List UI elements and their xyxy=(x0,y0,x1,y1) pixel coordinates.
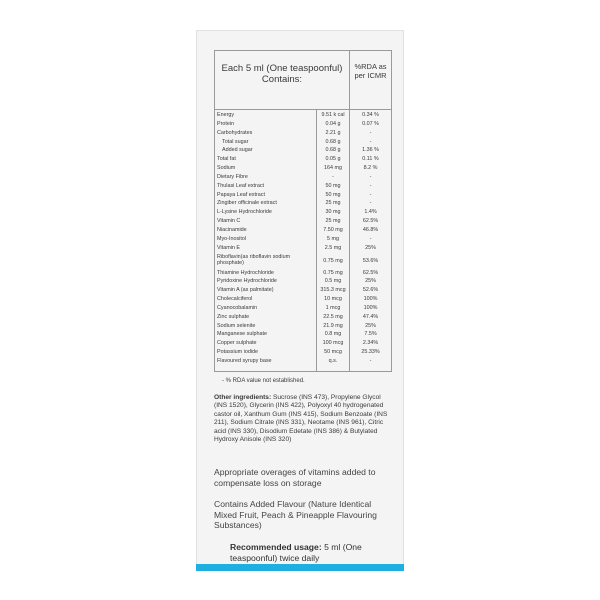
nutrient-rda: 25% xyxy=(365,322,376,329)
nutrient-rda: 7.5% xyxy=(364,331,377,338)
nutrient-amount: 50 mg xyxy=(325,182,341,189)
table-row xyxy=(215,330,391,339)
nutrient-name: Total sugar xyxy=(222,138,249,145)
nutrient-rda: - xyxy=(369,200,372,207)
nutrient-rda: 53.6% xyxy=(362,257,379,264)
nutrient-name: Cholecalciferol xyxy=(217,296,253,303)
table-row xyxy=(215,120,391,129)
nutrient-rda: - xyxy=(369,138,372,145)
nutrient-amount: 315.3 mcg xyxy=(320,287,346,294)
nutrient-amount: 22.5 mg xyxy=(323,313,343,320)
nutrient-name: Vitamin A (as palmitate) xyxy=(217,287,274,294)
nutrient-amount: 9.51 k cal xyxy=(321,112,345,118)
table-row xyxy=(215,226,391,235)
table-rows xyxy=(215,111,391,366)
nutrient-rda: 62.5% xyxy=(362,218,379,225)
table-row xyxy=(215,173,391,182)
nutrient-rda: 62.5% xyxy=(362,269,379,276)
nutrient-rda: 100% xyxy=(363,304,378,311)
table-row xyxy=(215,199,391,208)
nutrient-amount: 25 mg xyxy=(325,218,341,225)
nutrient-rda: - xyxy=(369,173,372,180)
nutrient-name: Carbohydrates xyxy=(217,129,253,136)
table-row xyxy=(215,269,391,278)
nutrient-name: Zingiber officinale extract xyxy=(217,200,277,207)
table-row xyxy=(215,208,391,217)
table-row xyxy=(215,244,391,253)
rda-note: - % RDA value not established. xyxy=(222,378,305,384)
nutrient-amount: - xyxy=(332,173,334,180)
nutrient-amount: 2.5 mg xyxy=(324,244,342,251)
usage-label: Recommended usage: xyxy=(230,542,322,552)
nutrition-table xyxy=(214,50,392,372)
table-row xyxy=(215,155,391,164)
nutrient-rda: 25% xyxy=(365,278,376,285)
nutrient-name: Added sugar xyxy=(222,147,253,154)
nutrient-rda: 1.4% xyxy=(364,209,377,216)
nutrient-rda: - xyxy=(369,129,372,136)
table-row xyxy=(215,111,391,120)
nutrient-name: Thiamine Hydrochloride xyxy=(217,269,274,276)
table-row xyxy=(215,191,391,200)
ingredients-text: Sucrose (INS 473), Propylene Glycol (INS 1520), Glycerin (INS 422), Polyoxyl 40 hydrogenated castor oil, Xanthum Gum (INS 415), Sodium Benzoate (INS 211), Sodium Citrate (INS 331), Neotame (INS 961), Citric acid (INS 330), Disodium Edetate (INS 386) & Butylated Hydroxy Anisole (INS 320) xyxy=(214,394,388,444)
nutrient-rda: 47.4% xyxy=(362,313,379,320)
nutrient-rda: 0.11 % xyxy=(362,156,379,163)
nutrient-amount: q.s. xyxy=(328,357,338,364)
nutrient-amount: 5 mg xyxy=(327,235,339,242)
nutrient-amount: 0.5 mg xyxy=(324,278,342,285)
nutrient-amount: 0.04 g xyxy=(325,120,341,127)
table-row xyxy=(215,164,391,173)
nutrient-amount: 2.21 g xyxy=(325,129,341,136)
nutrient-amount: 0.75 mg xyxy=(323,257,343,264)
table-header xyxy=(215,51,391,110)
nutrient-amount: 1 mcg xyxy=(325,304,341,311)
table-row xyxy=(215,129,391,138)
nutrient-name: Protein xyxy=(217,120,235,127)
nutrient-rda: - xyxy=(369,235,372,242)
nutrient-amount: 21.9 mg xyxy=(323,322,343,329)
nutrient-name: Zinc sulphate xyxy=(217,313,250,320)
nutrient-name: Vitamin C xyxy=(217,218,241,225)
table-row xyxy=(215,313,391,322)
table-row xyxy=(215,277,391,286)
nutrient-name: Potassium iodide xyxy=(217,349,259,356)
nutrient-amount: 0.8 mg xyxy=(324,331,342,338)
serving-header-line2: Contains: xyxy=(261,74,303,85)
rda-header-line2: per ICMR xyxy=(354,71,387,80)
table-row xyxy=(215,357,391,366)
nutrient-name: Manganese sulphate xyxy=(217,331,268,338)
nutrient-name: Total fat xyxy=(217,156,236,163)
nutrient-amount: 30 mg xyxy=(325,209,341,216)
nutrient-amount: 164 mg xyxy=(324,165,342,172)
table-row xyxy=(215,182,391,191)
nutrient-amount: 10 mcg xyxy=(324,296,342,303)
serving-header-line1: Each 5 ml (One teaspoonful) xyxy=(221,63,343,74)
nutrient-amount: 50 mg xyxy=(325,191,341,198)
nutrient-rda: 100% xyxy=(363,296,378,303)
table-row xyxy=(215,339,391,348)
nutrient-name: Vitamin E xyxy=(217,244,240,251)
nutrient-name: Pyridoxine Hydrochloride xyxy=(217,278,277,285)
blue-stripe xyxy=(196,564,404,571)
table-row xyxy=(215,217,391,226)
nutrient-rda: - xyxy=(369,191,372,198)
ingredients-label: Other ingredients: xyxy=(214,394,272,401)
table-row xyxy=(215,146,391,155)
nutrient-amount: 0.75 mg xyxy=(323,269,343,276)
table-row xyxy=(215,322,391,331)
nutrient-name: Sodium xyxy=(217,165,236,172)
nutrient-amount: 7.50 mg xyxy=(323,226,343,233)
rda-header-line1: %RDA as xyxy=(354,62,387,71)
serving-header xyxy=(215,51,349,109)
table-row xyxy=(215,304,391,313)
flavour-text: Contains Added Flavour (Nature Identical Mixed Fruit, Peach & Pineapple Flavouring Substances) xyxy=(214,499,377,530)
table-row xyxy=(215,295,391,304)
table-row xyxy=(215,286,391,295)
nutrient-name: Copper sulphate xyxy=(217,340,257,347)
nutrient-name: Niacinamide xyxy=(217,226,247,233)
nutrient-amount: 50 mcg xyxy=(324,349,342,356)
nutrient-rda: 46.8% xyxy=(362,226,379,233)
nutrient-name: Thulasi Leaf extract xyxy=(217,182,265,189)
table-row xyxy=(215,348,391,357)
rda-header xyxy=(349,51,391,109)
product-box xyxy=(196,30,404,570)
nutrient-name: Energy xyxy=(217,112,235,118)
nutrient-amount: 25 mg xyxy=(325,200,341,207)
nutrient-name: L-Lysine Hydrochloride xyxy=(217,209,272,216)
nutrient-amount: 100 mcg xyxy=(322,340,344,347)
nutrient-name: Cyanocobalamin xyxy=(217,304,258,311)
nutrient-rda: 1.36 % xyxy=(362,147,379,154)
nutrient-rda: 0.07 % xyxy=(362,120,379,127)
other-ingredients xyxy=(214,394,394,444)
nutrient-rda: 25.33% xyxy=(361,349,380,356)
nutrient-name: Myo-Inositol xyxy=(217,235,247,242)
table-row xyxy=(215,138,391,147)
nutrient-rda: 8.2 % xyxy=(363,165,378,172)
nutrient-rda: 0.34 % xyxy=(362,112,379,118)
nutrient-name: Sodium selenite xyxy=(217,322,256,329)
nutrient-name: Papaya Leaf extract xyxy=(217,191,265,198)
nutrient-rda: 2.34% xyxy=(362,340,379,347)
nutrient-rda: 25% xyxy=(365,244,376,251)
nutrient-amount: 0.68 g xyxy=(325,147,341,154)
nutrient-name: Riboflavin(as riboflavin sodium phosphate) xyxy=(217,253,291,266)
table-row xyxy=(215,235,391,244)
nutrient-rda: - xyxy=(369,357,372,364)
nutrient-name: Flavoured syrupy base xyxy=(217,357,272,364)
nutrient-rda: - xyxy=(369,182,372,189)
nutrient-rda: 52.6% xyxy=(362,287,379,294)
usage-text: 5 ml (One teaspoonful) twice daily xyxy=(230,542,362,563)
nutrient-amount: 0.05 g xyxy=(325,156,341,163)
nutrient-name: Dietary Fibre xyxy=(217,173,248,180)
overages-text: Appropriate overages of vitamins added to compensate loss on storage xyxy=(214,467,376,488)
recommended-usage xyxy=(230,542,390,563)
nutrient-amount: 0.68 g xyxy=(325,138,341,145)
table-row xyxy=(215,253,391,269)
